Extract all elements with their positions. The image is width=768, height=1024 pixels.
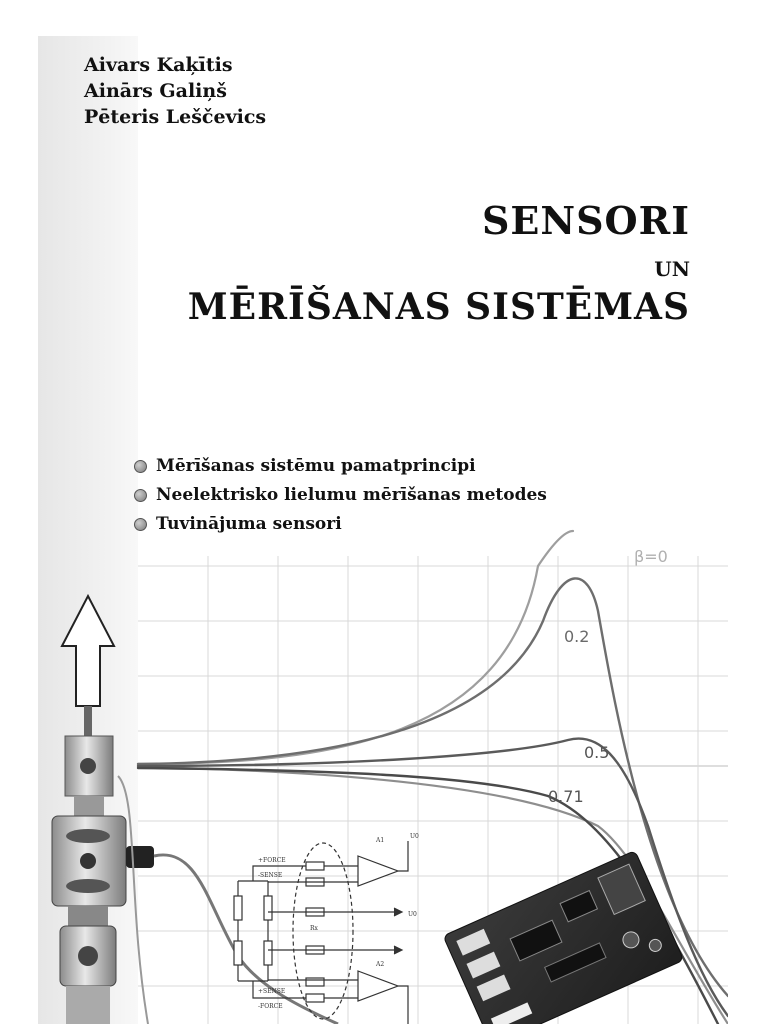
circuit-board-image	[443, 851, 684, 1024]
curve-label: 0.5	[584, 743, 610, 762]
schematic-label: A2	[376, 961, 385, 968]
title-line-1: SENSORI	[481, 198, 690, 243]
schematic-label: -FORCE	[258, 1003, 283, 1010]
cover-illustration	[38, 526, 728, 1024]
topic-text: Tuvinājuma sensori	[156, 514, 342, 534]
schematic-label: U0	[408, 911, 417, 918]
curve-label: β=0	[634, 547, 668, 566]
bullet-icon	[134, 489, 147, 502]
circuit-schematic	[234, 841, 408, 1024]
author-name: Aivars Kaķītis	[84, 54, 233, 76]
up-arrow-icon	[62, 596, 114, 706]
schematic-label: A1	[376, 837, 385, 844]
schematic-label: -SENSE	[258, 872, 283, 879]
topic-item	[134, 481, 547, 510]
author-name: Pēteris Leščevics	[84, 106, 267, 128]
book-title	[188, 196, 690, 330]
cover-page	[38, 36, 728, 1024]
schematic-label: Rx	[310, 925, 318, 932]
schematic-label: U0	[410, 833, 419, 840]
curve-label: 0.71	[548, 787, 584, 806]
author-name: Ainārs Galiņš	[84, 80, 227, 102]
topic-text: Neelektrisko lielumu mērīšanas metodes	[156, 485, 547, 505]
topic-text: Mērīšanas sistēmu pamatprincipi	[156, 456, 476, 476]
title-connector: UN	[654, 257, 690, 281]
author-list	[84, 52, 266, 130]
title-line-2: MĒRĪŠANAS SISTĒMAS	[187, 286, 690, 328]
bullet-icon	[134, 460, 147, 473]
schematic-label: +FORCE	[258, 857, 286, 864]
curve-label: 0.2	[564, 627, 590, 646]
schematic-label: +SENSE	[258, 988, 286, 995]
topic-item	[134, 452, 547, 481]
